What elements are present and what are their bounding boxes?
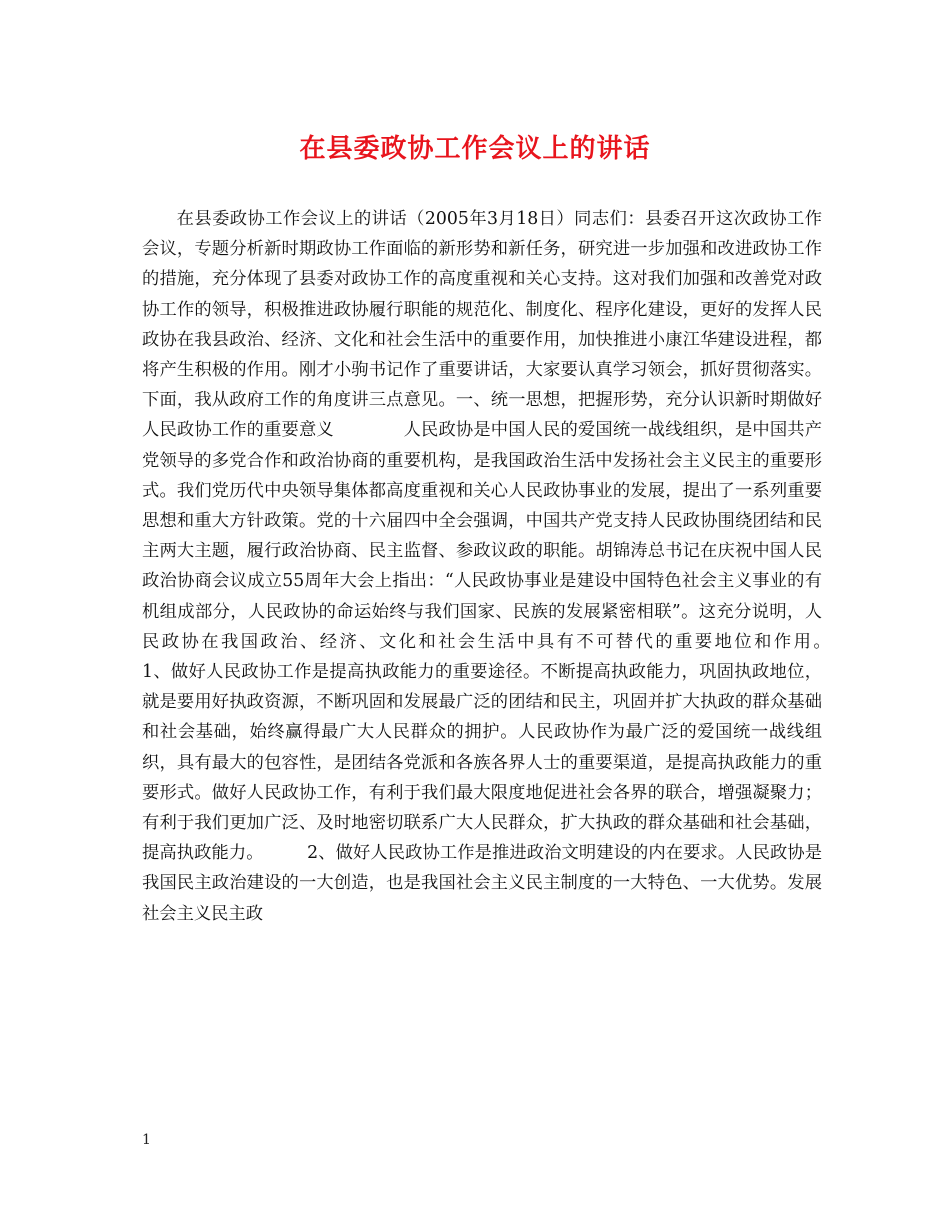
document-title: 在县委政协工作会议上的讲话 <box>299 134 651 164</box>
page-number: 1 <box>142 1132 151 1148</box>
document-body-paragraph: 在县委政协工作会议上的讲话（2005年3月18日）同志们：县委召开这次政协工作会议，专题分析新时期政协工作面临的新形势和新任务，研究进一步加强和改进政协工作的措施，充分体现了县委对政协工作的高度重视和关心支持。这对我们加强和改善党对政协工作的领导，积极推进政协履行职能的规范化、制度化、程序化建设，更好的发挥人民政协在我县政治、经济、文化和社会生活中的重要作用，加快推进小康江华建设进程，都将产生积极的作用。刚才小驹书记作了重要讲话，大家要认真学习领会，抓好贯彻落实。下面，我从政府工作的角度讲三点意见。一、统一思想，把握形势，充分认识新时期做好人民政协工作的重要意义 人民政协是中国人民的爱国统一战线组织，是中国共产党领导的多党合作和政治协商的重要机构，是我国政治生活中发扬社会主义民主的重要形式。我们党历代中央领导集体都高度重视和关心人民政协事业的发展，提出了一系列重要思想和重大方针政策。党的十六届四中全会强调，中国共产党支持人民政协围绕团结和民主两大主题，履行政治协商、民主监督、参政议政的职能。胡锦涛总书记在庆祝中国人民政治协商会议成立55周年大会上指出：“人民政协事业是建设中国特色社会主义事业的有机组成部分，人民政协的命运始终与我们国家、民族的发展紧密相联”。这充分说明，人民政协在我国政治、经济、文化和社会生活中具有不可替代的重要地位和作用。 1、做好人民政协工作是提高执政能力的重要途径。不断提高执政能力，巩固执政地位，就是要用好执政资源，不断巩固和发展最广泛的团结和民主，巩固并扩大执政的群众基础和社会基础，始终赢得最广大人民群众的拥护。人民政协作为最广泛的爱国统一战线组织，具有最大的包容性，是团结各党派和各族各界人士的重要渠道，是提高执政能力的重要形式。做好人民政协工作，有利于我们最大限度地促进社会各界的联合，增强凝聚力；有利于我们更加广泛、及时地密切联系广大人民群众，扩大执政的群众基础和社会基础，提高执政能力。 2、做好人民政协工作是推进政治文明建设的内在要求。人民政协是我国民主政治建设的一大创造，也是我国社会主义民主制度的一大特色、一大优势。发展社会主义民主政 <box>142 209 909 924</box>
